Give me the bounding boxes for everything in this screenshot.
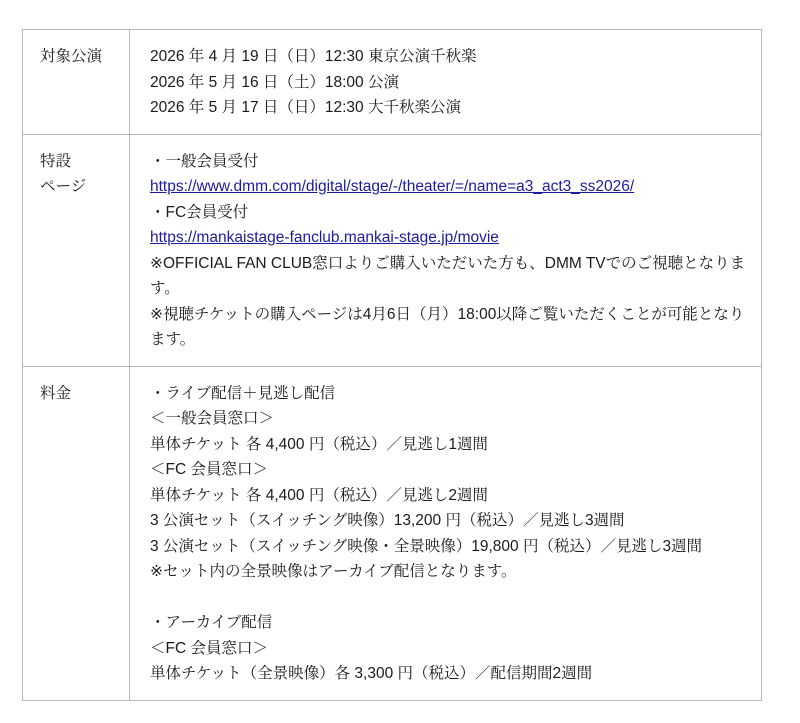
row-header-label: 料金 [40,384,72,402]
price-line: 単体チケット 各 4,400 円（税込）／見逃し1週間 [150,435,488,453]
general-member-reception-label: ・一般会員受付 [150,152,259,170]
performance-date-line: 2026 年 5 月 16 日（土）18:00 公演 [150,73,399,91]
price-line: 3 公演セット（スイッチング映像）13,200 円（税込）／見逃し3週間 [150,512,625,529]
price-line: 単体チケット 各 4,400 円（税込）／見逃し2週間 [150,486,488,504]
fanclub-reception-link[interactable]: https://mankaistage-fanclub.mankai-stage.jp/movie [150,229,499,246]
general-member-window-heading: ＜一般会員窓口＞ [150,410,275,427]
archive-streaming-heading: ・アーカイブ配信 [150,614,273,631]
panorama-archive-note: ※セット内の全景映像はアーカイブ配信となります。 [150,563,517,580]
official-fan-club-note: ※OFFICIAL FAN CLUB窓口よりご購入いただいた方も、DMM TVでのご視聴となります。 [150,254,746,297]
live-streaming-heading: ・ライブ配信＋見逃し配信 [150,384,336,402]
ticket-page-availability-note: ※視聴チケットの購入ページは4月6日（月）18:00以降ご覧いただくことが可能となります。 [150,305,745,348]
price-line: 3 公演セット（スイッチング映像・全景映像）19,800 円（税込）／見逃し3週間 [150,537,703,555]
row-header-special-page [23,134,130,366]
table-row-special-page [23,134,762,366]
table-row-target-performances [23,30,762,135]
row-header-fees [23,366,130,700]
spacer-line [150,585,749,611]
fc-member-window-heading: ＜FC 会員窓口＞ [150,639,268,657]
row-content-fees [130,366,762,700]
event-info-table [22,29,762,701]
price-line: 単体チケット（全景映像）各 3,300 円（税込）／配信期間2週間 [150,665,593,682]
row-content-target-performances [130,30,762,135]
row-header-target-performances [23,30,130,135]
fc-member-reception-label: ・FC会員受付 [150,203,249,221]
row-content-special-page [130,134,762,366]
row-header-label: ページ [40,178,87,195]
performance-date-line: 2026 年 4 月 19 日（日）12:30 東京公演千秋楽 [150,48,477,65]
row-header-label: 対象公演 [40,48,103,65]
table-row-fees [23,366,762,700]
row-header-label: 特設 [40,152,72,170]
dmm-reception-link[interactable]: https://www.dmm.com/digital/stage/-/theater/=/name=a3_act3_ss2026/ [150,178,635,195]
performance-date-line: 2026 年 5 月 17 日（日）12:30 大千秋楽公演 [150,99,461,116]
fc-member-window-heading: ＜FC 会員窓口＞ [150,461,268,478]
